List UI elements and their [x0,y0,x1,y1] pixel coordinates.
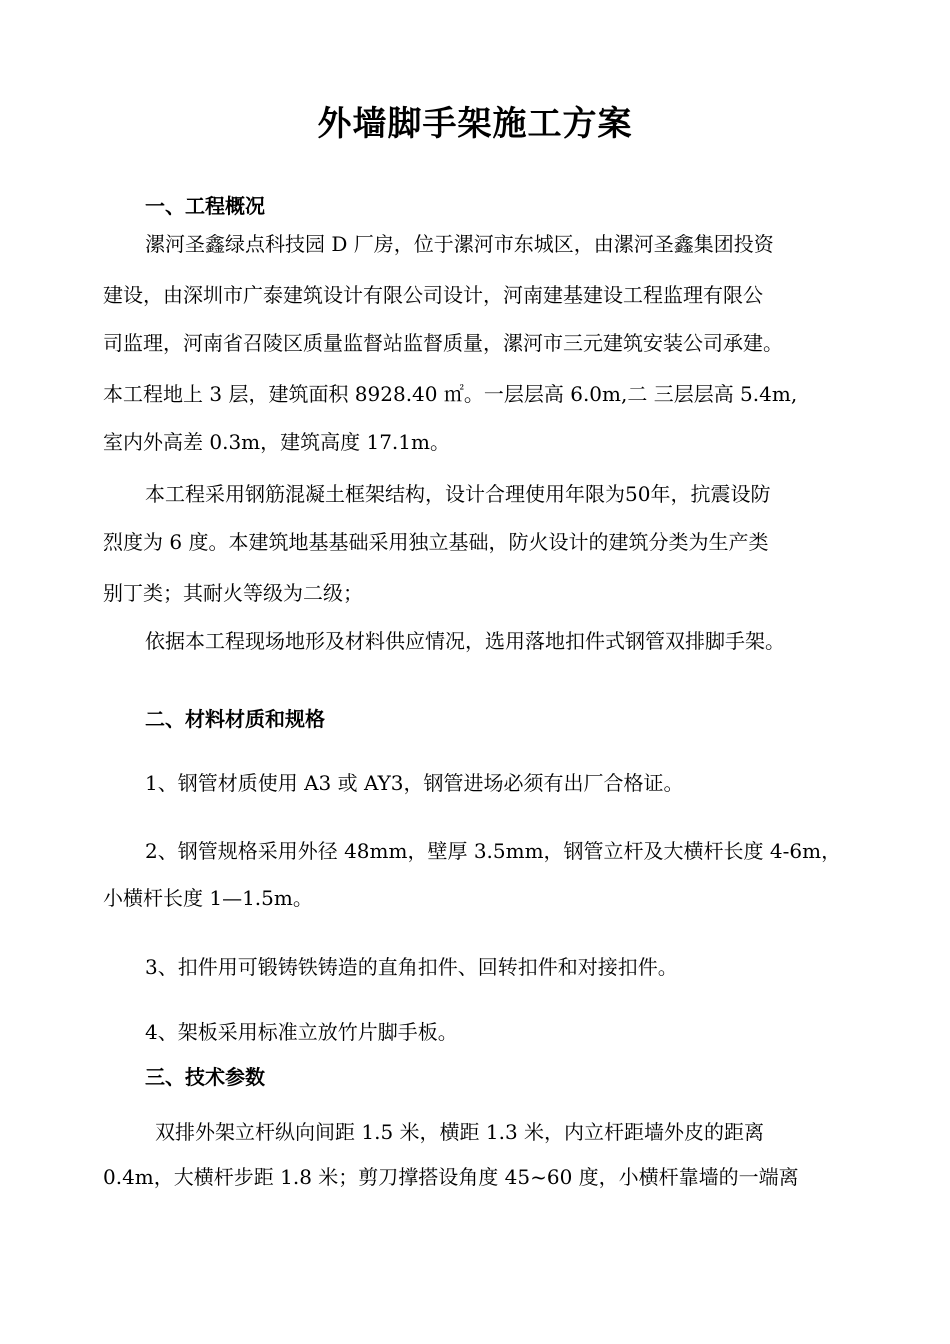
paragraph-line: 依据本工程现场地形及材料供应情况，选用落地扣件式钢管双排脚手架。 [145,629,785,653]
paragraph-line: 3、扣件用可锻铸铁铸造的直角扣件、回转扣件和对接扣件。 [145,955,678,979]
paragraph-line: 建设，由深圳市广泰建筑设计有限公司设计，河南建基建设工程监理有限公 [103,283,763,307]
paragraph-line: 本工程采用钢筋混凝土框架结构，设计合理使用年限为50年，抗震设防 [145,482,771,506]
section-heading-overview: 一、工程概况 [145,194,265,218]
paragraph-line: 烈度为 6 度。本建筑地基基础采用独立基础，防火设计的建筑分类为生产类 [103,530,769,554]
paragraph-line: 司监理，河南省召陵区质量监督站监督质量，漯河市三元建筑安装公司承建。 [103,331,783,355]
paragraph-line: 本工程地上 3 层，建筑面积 8928.40 ㎡。一层层高 6.0m,二 三层层高 5.4m, [103,382,798,406]
section-heading-parameters: 三、技术参数 [145,1065,265,1089]
section-heading-materials: 二、材料材质和规格 [145,707,325,731]
paragraph-line: 4、架板采用标准立放竹片脚手板。 [145,1020,458,1044]
paragraph-line: 2、钢管规格采用外径 48mm，壁厚 3.5mm，钢管立杆及大横杆长度 4-6m， [145,839,842,863]
paragraph-line: 漯河圣鑫绿点科技园 D 厂房，位于漯河市东城区，由漯河圣鑫集团投资 [145,232,774,256]
paragraph-line: 室内外高差 0.3m，建筑高度 17.1m。 [103,430,450,454]
paragraph-line: 别丁类；其耐火等级为二级； [103,581,363,605]
paragraph-line: 双排外架立杆纵向间距 1.5 米，横距 1.3 米，内立杆距墙外皮的距离 [155,1120,765,1144]
document-title: 外墙脚手架施工方案 [317,104,633,144]
paragraph-line: 1、钢管材质使用 A3 或 AY3，钢管进场必须有出厂合格证。 [145,771,684,795]
paragraph-line: 小横杆长度 1—1.5m。 [103,886,313,910]
paragraph-line: 0.4m，大横杆步距 1.8 米；剪刀撑搭设角度 45~60 度，小横杆靠墙的一端离 [103,1165,799,1189]
